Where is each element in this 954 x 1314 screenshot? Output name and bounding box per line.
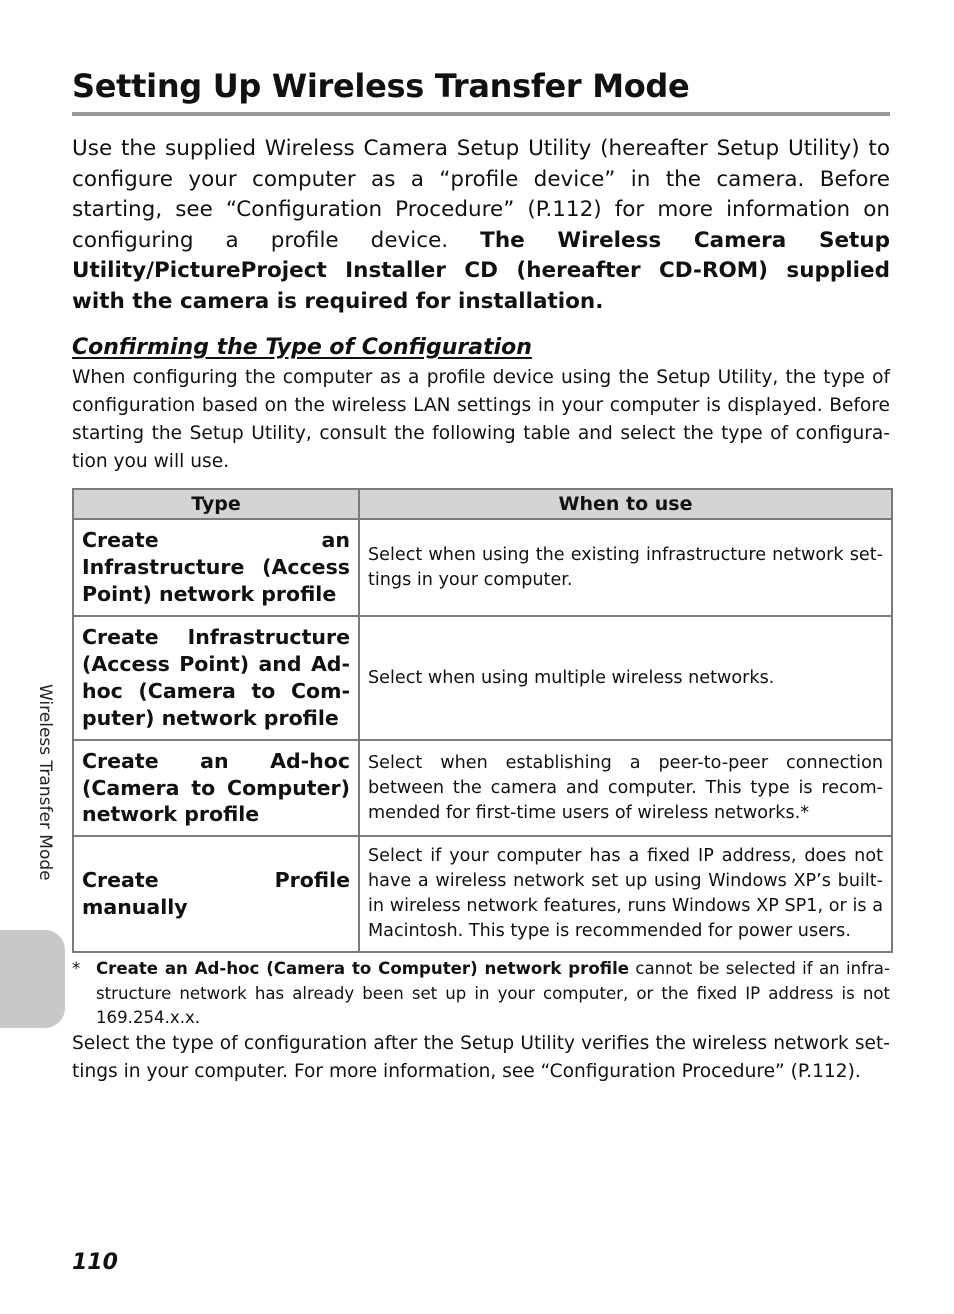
column-header-when-to-use: When to use xyxy=(359,489,892,519)
type-cell: Create an Ad-hoc (Camera to Computer) network profile xyxy=(73,740,359,836)
footnote-bold-text: Create an Ad-hoc (Camera to Computer) network profile xyxy=(96,959,630,978)
footnote-body: cannot be selected if an infrastructure network has already been set up in your computer, or the fixed IP address is not 169.254.x.x. xyxy=(96,959,890,1027)
table-header-row xyxy=(73,489,892,519)
page-title: Setting Up Wireless Transfer Mode xyxy=(72,67,690,105)
when-to-use-cell: Select if your computer has a fixed IP address, does not have a wireless network set up using Windows XP’s built-in wireless network features, runs Windows XP SP1, or is a Macintosh. This type is recommended for power users. xyxy=(359,836,892,952)
column-header-type: Type xyxy=(73,489,359,519)
table-row xyxy=(73,740,892,836)
page-number: 110 xyxy=(72,1250,118,1275)
when-to-use-cell: Select when establishing a peer-to-peer connection between the camera and computer. This type is recommended for first-time users of wireless networks.* xyxy=(359,740,892,836)
chapter-tab-marker xyxy=(0,930,65,1028)
intro-text: Use the supplied Wireless Camera Setup Utility (hereafter Setup Utility) to configure your computer as a “profile device” in the camera. Before starting, see “Configuration Procedure” (P.112) for more information on configuring a profile device. xyxy=(72,136,890,253)
intro-bold-text: The Wireless Camera Setup Utility/PictureProject Installer CD (hereafter CD-ROM) supplied with the camera is required for installation. xyxy=(72,227,891,314)
footnote-marker: * xyxy=(72,959,81,978)
intro-paragraph xyxy=(72,134,890,318)
footnote-text xyxy=(96,957,890,1031)
when-to-use-cell: Select when using the existing infrastructure network settings in your computer. xyxy=(359,519,892,616)
closing-paragraph: Select the type of configuration after the Setup Utility verifies the wireless network settings in your computer. For more information, see “Configuration Procedure” (P.112). xyxy=(72,1033,890,1082)
configuration-type-table xyxy=(72,488,893,953)
when-to-use-cell: Select when using multiple wireless networks. xyxy=(359,616,892,740)
table-row xyxy=(73,616,892,740)
chapter-tab-label: Wireless Transfer Mode xyxy=(35,684,55,881)
type-cell: Create Profile manually xyxy=(73,836,359,952)
title-rule xyxy=(72,112,890,116)
table-footnote xyxy=(72,957,890,1031)
type-cell: Create an Infrastructure (Access Point) network profile xyxy=(73,519,359,616)
table-row xyxy=(73,519,892,616)
table-row xyxy=(73,836,892,952)
section-body: When configuring the computer as a profile device using the Setup Utility, the type of configuration based on the wireless LAN settings in your computer is displayed. Before starting the Setup Utility, consult the following table and select the type of configuration you will use. xyxy=(72,367,890,472)
type-cell: Create Infrastructure (Access Point) and Ad-hoc (Camera to Computer) network profile xyxy=(73,616,359,740)
section-heading: Confirming the Type of Configuration xyxy=(72,335,532,360)
